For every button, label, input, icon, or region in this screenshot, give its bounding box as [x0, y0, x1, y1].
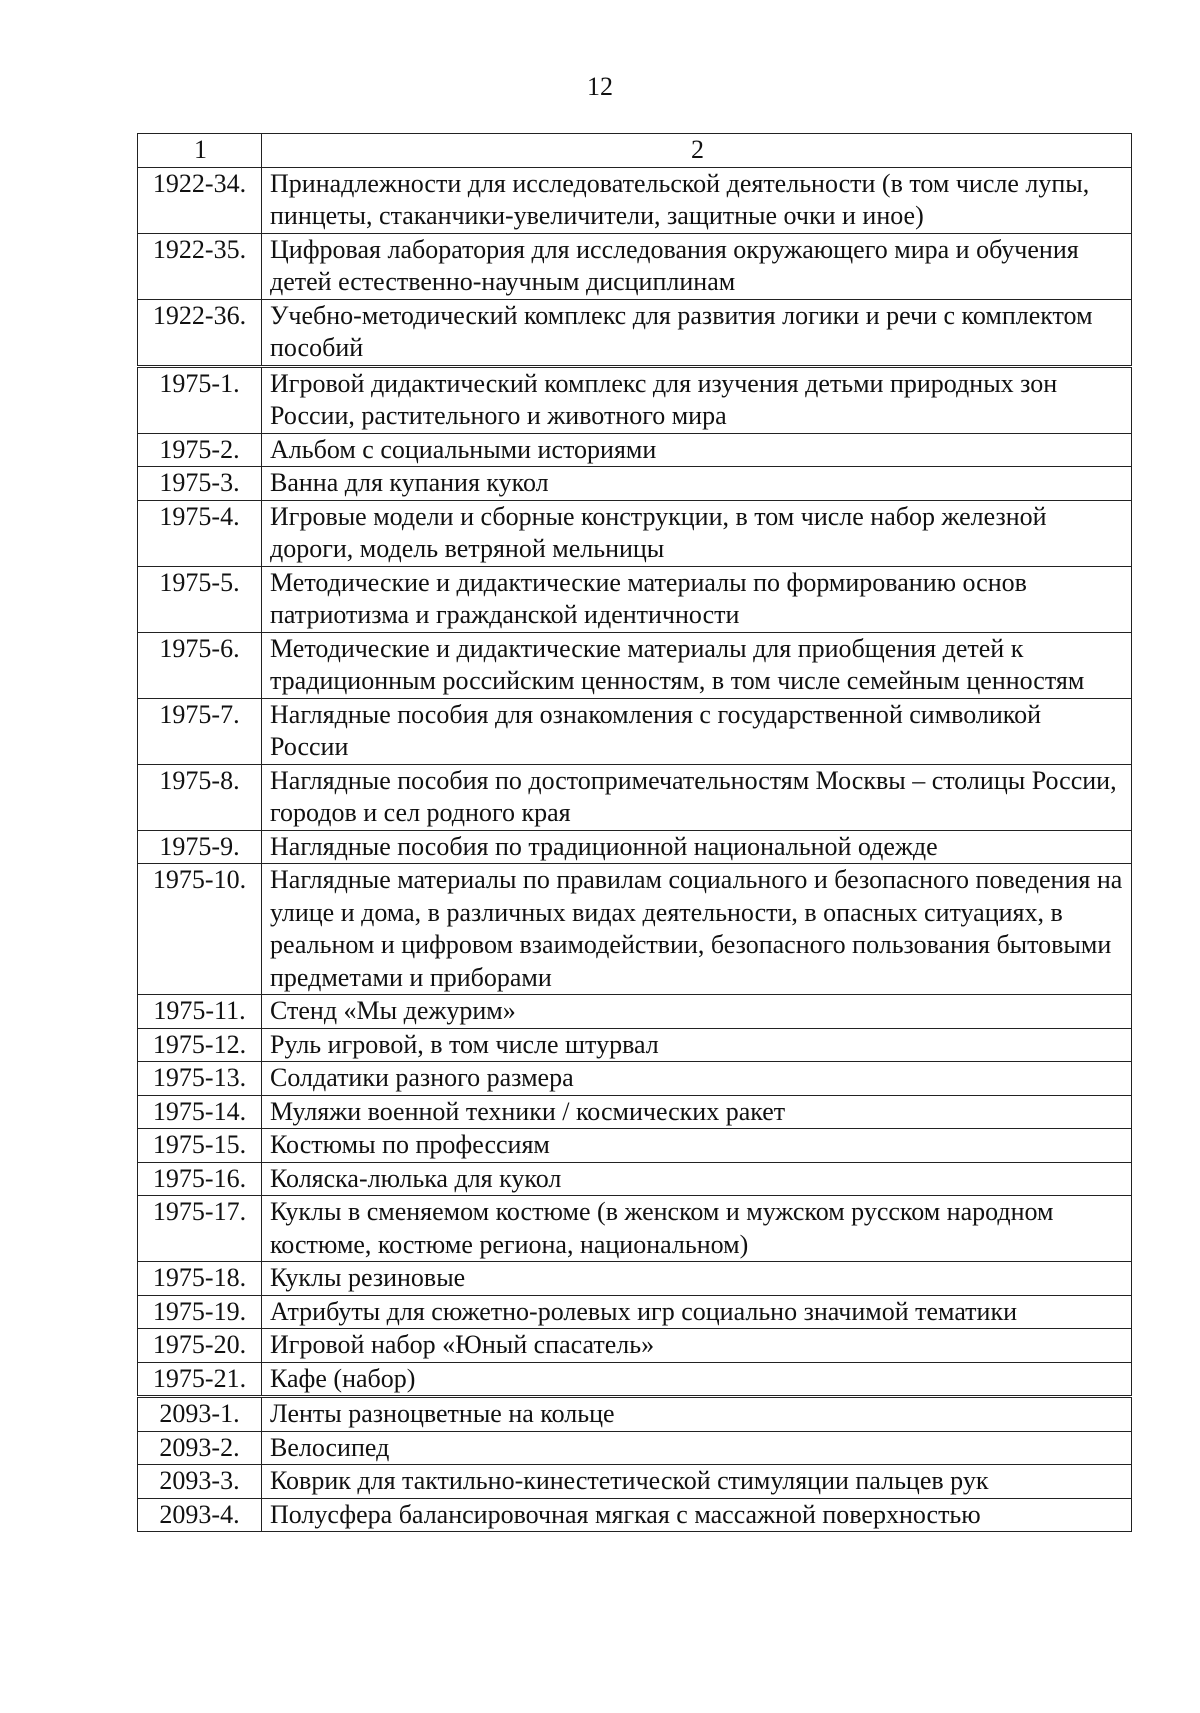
row-code-cell: 2093-4.: [138, 1498, 262, 1532]
row-name-cell: Полусфера балансировочная мягкая с массажной поверхностью: [262, 1498, 1132, 1532]
row-code-cell: 1975-13.: [138, 1062, 262, 1096]
table-row: [138, 167, 1132, 233]
table-row: [138, 864, 1132, 995]
row-name-cell: Цифровая лаборатория для исследования окружающего мира и обучения детей естественно-научным дисциплинам: [262, 233, 1132, 299]
table-row: [138, 1498, 1132, 1532]
row-code-cell: 1922-34.: [138, 167, 262, 233]
row-code-cell: 1975-5.: [138, 566, 262, 632]
table-row: [138, 1095, 1132, 1129]
table-row: [138, 467, 1132, 501]
row-name-cell: Куклы в сменяемом костюме (в женском и мужском русском народном костюме, костюме региона, национальном): [262, 1196, 1132, 1262]
table-row: [138, 366, 1132, 433]
table-row: [138, 500, 1132, 566]
row-code-cell: 2093-3.: [138, 1465, 262, 1499]
table-row: [138, 830, 1132, 864]
row-code-cell: 1975-1.: [138, 366, 262, 433]
table-row: [138, 1397, 1132, 1432]
row-code-cell: 1975-6.: [138, 632, 262, 698]
row-name-cell: Велосипед: [262, 1431, 1132, 1465]
row-code-cell: 1975-16.: [138, 1162, 262, 1196]
row-code-cell: 1975-17.: [138, 1196, 262, 1262]
row-name-cell: Игровой дидактический комплекс для изучения детьми природных зон России, растительного и животного мира: [262, 366, 1132, 433]
column-header-name: 2: [262, 134, 1132, 168]
row-name-cell: Методические и дидактические материалы для приобщения детей к традиционным российским ценностям, в том числе семейным ценностям: [262, 632, 1132, 698]
row-name-cell: Солдатики разного размера: [262, 1062, 1132, 1096]
table-row: [138, 1431, 1132, 1465]
row-code-cell: 1975-7.: [138, 698, 262, 764]
table-row: [138, 764, 1132, 830]
row-code-cell: 2093-2.: [138, 1431, 262, 1465]
table-row: [138, 566, 1132, 632]
row-name-cell: Куклы резиновые: [262, 1262, 1132, 1296]
row-code-cell: 1975-2.: [138, 433, 262, 467]
row-name-cell: Игровые модели и сборные конструкции, в том числе набор железной дороги, модель ветряной мельницы: [262, 500, 1132, 566]
row-code-cell: 1975-10.: [138, 864, 262, 995]
table-row: [138, 1028, 1132, 1062]
row-name-cell: Атрибуты для сюжетно-ролевых игр социально значимой тематики: [262, 1295, 1132, 1329]
row-code-cell: 1922-36.: [138, 299, 262, 366]
table-row: [138, 1295, 1132, 1329]
table-row: [138, 1362, 1132, 1397]
column-header-code: 1: [138, 134, 262, 168]
row-name-cell: Кафе (набор): [262, 1362, 1132, 1397]
equipment-table: [137, 133, 1132, 1532]
row-name-cell: Игровой набор «Юный спасатель»: [262, 1329, 1132, 1363]
row-code-cell: 1975-19.: [138, 1295, 262, 1329]
row-code-cell: 1975-20.: [138, 1329, 262, 1363]
row-code-cell: 1975-3.: [138, 467, 262, 501]
row-name-cell: Коляска-люлька для кукол: [262, 1162, 1132, 1196]
table-row: [138, 698, 1132, 764]
table-row: [138, 1062, 1132, 1096]
row-code-cell: 1975-21.: [138, 1362, 262, 1397]
row-name-cell: Руль игровой, в том числе штурвал: [262, 1028, 1132, 1062]
row-name-cell: Наглядные материалы по правилам социального и безопасного поведения на улице и дома, в различных видах деятельности, в опасных ситуациях, в реальном и цифровом взаимодействии, безопасного пользования бытовыми предметами и приборами: [262, 864, 1132, 995]
row-code-cell: 1975-14.: [138, 1095, 262, 1129]
table-row: [138, 1196, 1132, 1262]
row-code-cell: 1975-4.: [138, 500, 262, 566]
row-code-cell: 1975-8.: [138, 764, 262, 830]
row-name-cell: Коврик для тактильно-кинестетической стимуляции пальцев рук: [262, 1465, 1132, 1499]
table-row: [138, 1129, 1132, 1163]
table-body: [138, 167, 1132, 1532]
table-row: [138, 1262, 1132, 1296]
row-name-cell: Учебно-методический комплекс для развития логики и речи с комплектом пособий: [262, 299, 1132, 366]
table-row: [138, 433, 1132, 467]
table-header-row: [138, 134, 1132, 168]
page-number: 12: [587, 72, 613, 101]
table-row: [138, 299, 1132, 366]
row-name-cell: Костюмы по профессиям: [262, 1129, 1132, 1163]
table-row: [138, 995, 1132, 1029]
row-code-cell: 2093-1.: [138, 1397, 262, 1432]
row-name-cell: Ленты разноцветные на кольце: [262, 1397, 1132, 1432]
table-row: [138, 1465, 1132, 1499]
table-row: [138, 632, 1132, 698]
row-name-cell: Наглядные пособия по традиционной национальной одежде: [262, 830, 1132, 864]
row-code-cell: 1922-35.: [138, 233, 262, 299]
row-name-cell: Муляжи военной техники / космических ракет: [262, 1095, 1132, 1129]
row-code-cell: 1975-12.: [138, 1028, 262, 1062]
row-code-cell: 1975-15.: [138, 1129, 262, 1163]
row-code-cell: 1975-18.: [138, 1262, 262, 1296]
row-name-cell: Альбом с социальными историями: [262, 433, 1132, 467]
row-name-cell: Ванна для купания кукол: [262, 467, 1132, 501]
row-name-cell: Наглядные пособия для ознакомления с государственной символикой России: [262, 698, 1132, 764]
table-row: [138, 233, 1132, 299]
table-row: [138, 1162, 1132, 1196]
row-name-cell: Стенд «Мы дежурим»: [262, 995, 1132, 1029]
row-name-cell: Принадлежности для исследовательской деятельности (в том числе лупы, пинцеты, стаканчики-увеличители, защитные очки и иное): [262, 167, 1132, 233]
row-name-cell: Наглядные пособия по достопримечательностям Москвы – столицы России, городов и сел родного края: [262, 764, 1132, 830]
row-name-cell: Методические и дидактические материалы по формированию основ патриотизма и гражданской идентичности: [262, 566, 1132, 632]
row-code-cell: 1975-11.: [138, 995, 262, 1029]
row-code-cell: 1975-9.: [138, 830, 262, 864]
equipment-table-container: [137, 133, 1131, 1532]
table-row: [138, 1329, 1132, 1363]
